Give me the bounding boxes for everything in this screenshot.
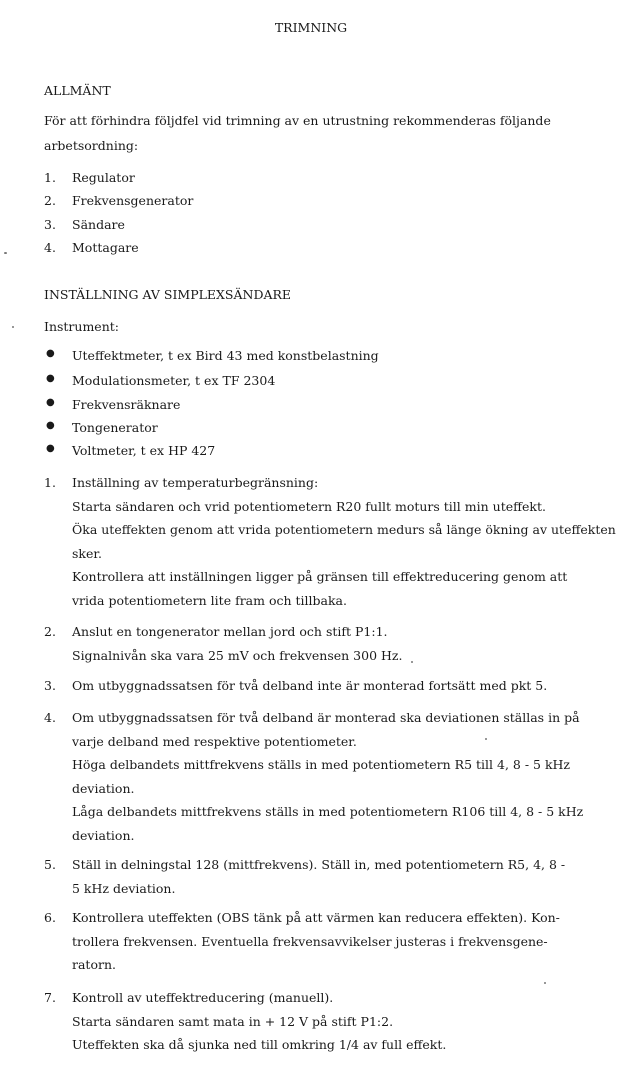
step-line: ratorn. [72,957,116,972]
scan-speck [544,982,546,984]
step-line: Anslut en tongenerator mellan jord och stift P1:1. [72,624,388,639]
scan-speck [485,738,487,740]
list-text: Frekvensgenerator [72,193,194,208]
step-line: varje delband med respektive potentiometer. [72,733,357,749]
step-line: Starta sändaren och vrid potentiometern R20 fullt moturs till min uteffekt. [72,498,546,514]
step-line: Ställ in delningstal 128 (mittfrekvens). Ställ in, med potentiometern R5, 4, 8 - [72,857,566,872]
step-line: Kontrollera att inställningen ligger på gränsen till effektreducering genom att [72,569,568,584]
step-number: 7. [44,990,56,1005]
step-number: 5. [44,857,56,872]
bullet-icon: ● [46,443,55,454]
step-number: 6. [44,910,56,925]
list-text: Mottagare [72,240,139,255]
step-line: 5 kHz deviation. [72,880,176,896]
scan-speck [12,326,14,328]
bullet-icon: ● [46,397,55,408]
step-line: trollera frekvensen. Eventuella frekvensavvikelser justeras i frekvensgene- [72,933,548,949]
instrument-label: Instrument: [44,319,119,334]
step-line: deviation. [72,780,135,796]
step-line: vrida potentiometern lite fram och tillbaka. [72,592,347,608]
scan-speck [4,252,7,254]
bullet-icon: ● [46,373,55,384]
section-heading-allmant: ALLMÄNT [44,83,111,98]
step-number: 4. [44,710,56,725]
scan-speck [411,661,413,663]
step-line: sker. [72,545,102,561]
step-number: 2. [44,624,56,639]
step-number: 1. [44,475,56,490]
step-line: Öka uteffekten genom att vrida potentiometern medurs så länge ökning av uteffekten [72,522,616,537]
step-line: deviation. [72,827,135,843]
list-number: 3. [44,217,56,232]
list-number: 4. [44,240,56,255]
list-text: Regulator [72,170,135,185]
step-line: Höga delbandets mittfrekvens ställs in med potentiometern R5 till 4, 8 - 5 kHz [72,757,571,772]
section-heading-installning: INSTÄLLNING AV SIMPLEXSÄNDARE [44,287,292,302]
page-title: TRIMNING [274,20,348,35]
bullet-icon: ● [46,420,55,431]
intro-paragraph: För att förhindra följdfel vid trimning av en utrustning rekommenderas följande arbetsordning: [44,113,551,153]
step-line: Låga delbandets mittfrekvens ställs in med potentiometern R106 till 4, 8 - 5 kHz [72,804,584,819]
step-line: Uteffekten ska då sjunka ned till omkring 1/4 av full effekt. [72,1037,447,1052]
step-line: Signalnivån ska vara 25 mV och frekvensen 300 Hz. [72,647,403,663]
list-text: Sändare [72,217,125,232]
list-number: 1. [44,170,56,185]
step-line: Kontroll av uteffektreducering (manuell). [72,990,334,1005]
list-text: Uteffektmeter, t ex Bird 43 med konstbelastning [72,348,379,363]
list-text: Frekvensräknare [72,397,181,412]
list-text: Modulationsmeter, t ex TF 2304 [72,373,276,388]
list-text: Voltmeter, t ex HP 427 [72,443,216,458]
step-line: Om utbyggnadssatsen för två delband inte är monterad fortsätt med pkt 5. [72,678,548,693]
bullet-icon: ● [46,348,55,359]
list-text: Tongenerator [72,420,158,435]
step-line: Om utbyggnadssatsen för två delband är monterad ska deviationen ställas in på [72,710,580,725]
step-line: Kontrollera uteffekten (OBS tänk på att värmen kan reducera effekten). Kon- [72,910,560,925]
step-line: Starta sändaren samt mata in + 12 V på stift P1:2. [72,1013,394,1029]
list-number: 2. [44,193,56,208]
step-line: Inställning av temperaturbegränsning: [72,475,319,490]
step-number: 3. [44,678,56,693]
